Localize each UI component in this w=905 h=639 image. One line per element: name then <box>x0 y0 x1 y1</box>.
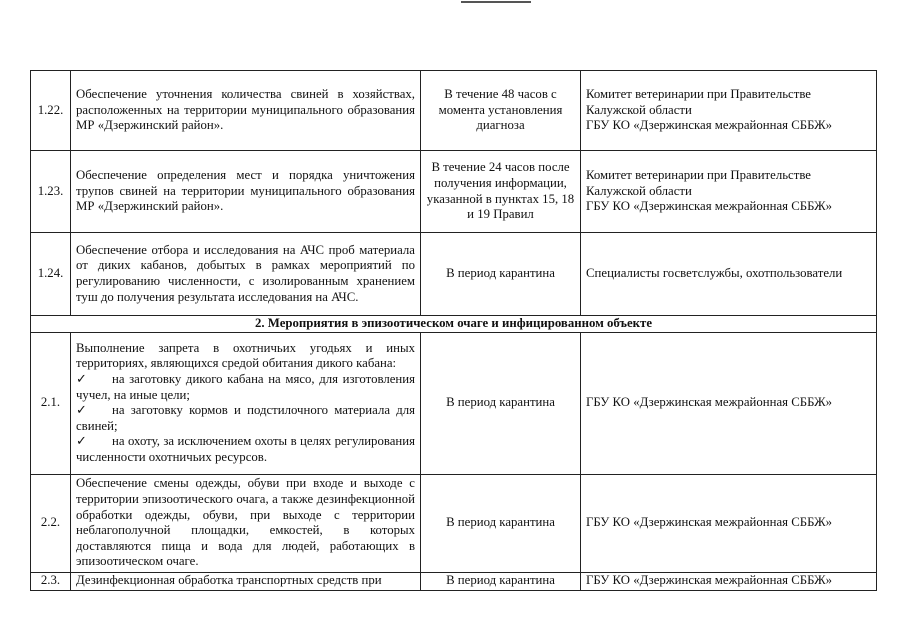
measure-term: В период карантина <box>421 572 581 590</box>
bullet-item <box>76 403 415 433</box>
measure-description: Обеспечение смены одежды, обуви при входе и выходе с территории эпизоотического очага, а также дезинфекционной обработки одежды, обуви, при выходе с территории неблагополучной площадки, емкостей, в которых доставляются пища и вода для людей, работающих в эпизоотическом очаге. <box>71 474 421 572</box>
responsible-line: Комитет ветеринарии при Правительстве Калужской области <box>586 168 811 198</box>
measure-description: Дезинфекционная обработка транспортных средств при <box>71 572 421 590</box>
measure-term: В период карантина <box>421 474 581 572</box>
row-number: 2.3. <box>31 572 71 590</box>
measure-term: В течение 48 часов с момента установления диагноза <box>421 71 581 151</box>
table-row <box>31 151 877 233</box>
table-row <box>31 71 877 151</box>
bullet-text: на заготовку кормов и подстилочного материала для свиней; <box>76 403 415 433</box>
bullet-item <box>76 434 415 464</box>
measure-responsible <box>581 71 877 151</box>
responsible-line: ГБУ КО «Дзержинская межрайонная СББЖ» <box>586 199 832 214</box>
table-row <box>31 572 877 590</box>
section-title: 2. Мероприятия в эпизоотическом очаге и инфицированном объекте <box>31 316 877 333</box>
bullet-item <box>76 372 415 402</box>
checkmark-icon: ✓ <box>76 403 87 418</box>
measure-term: В период карантина <box>421 332 581 474</box>
measure-description <box>71 332 421 474</box>
table-row <box>31 474 877 572</box>
checkmark-icon: ✓ <box>76 371 87 386</box>
responsible-line: Специалисты госветслужбы, охотпользователи <box>586 266 843 281</box>
row-number: 1.22. <box>31 71 71 151</box>
table-row <box>31 233 877 316</box>
measure-description: Обеспечение отбора и исследования на АЧС проб материала от диких кабанов, добытых в рамках мероприятий по регулированию численности, с изолированным хранением туш до получения результата исследования на АЧС. <box>71 233 421 316</box>
table-row <box>31 332 877 474</box>
bullet-text: на охоту, за исключением охоты в целях регулирования численности охотничьих ресурсов. <box>76 434 415 464</box>
measure-responsible: ГБУ КО «Дзержинская межрайонная СББЖ» <box>581 572 877 590</box>
row-number: 1.24. <box>31 233 71 316</box>
measure-term: В период карантина <box>421 233 581 316</box>
measure-description: Обеспечение определения мест и порядка уничтожения трупов свиней на территории муниципального образования МР «Дзержинский район». <box>71 151 421 233</box>
row-number: 1.23. <box>31 151 71 233</box>
measures-table <box>30 70 877 591</box>
measure-responsible <box>581 151 877 233</box>
description-intro: Выполнение запрета в охотничьих угодьях и иных территориях, являющихся средой обитания дикого кабана: <box>76 340 415 371</box>
row-number: 2.1. <box>31 332 71 474</box>
measure-responsible: ГБУ КО «Дзержинская межрайонная СББЖ» <box>581 474 877 572</box>
measure-responsible <box>581 233 877 316</box>
responsible-line: ГБУ КО «Дзержинская межрайонная СББЖ» <box>586 118 832 133</box>
measure-responsible: ГБУ КО «Дзержинская межрайонная СББЖ» <box>581 332 877 474</box>
section-header-row <box>31 316 877 333</box>
bullet-text: на заготовку дикого кабана на мясо, для изготовления чучел, на иные цели; <box>76 371 415 402</box>
checkmark-icon: ✓ <box>76 434 87 449</box>
measure-term: В течение 24 часов после получения информации, указанной в пунктах 15, 18 и 19 Правил <box>421 151 581 233</box>
row-number: 2.2. <box>31 474 71 572</box>
page-top-mark <box>461 1 531 3</box>
responsible-line: Комитет ветеринарии при Правительстве Калужской области <box>586 87 811 117</box>
measure-description: Обеспечение уточнения количества свиней в хозяйствах, расположенных на территории муниципального образования МР «Дзержинский район». <box>71 71 421 151</box>
